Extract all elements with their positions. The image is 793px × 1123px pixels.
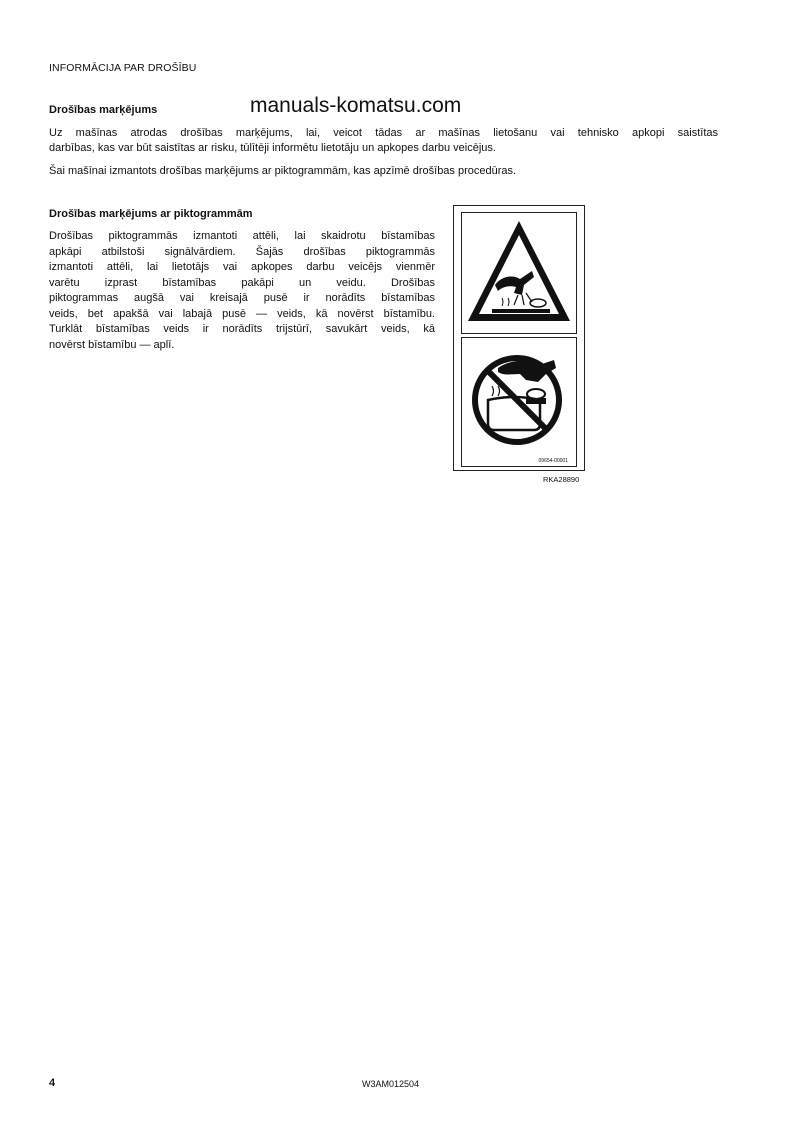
- paragraph-line: izmantoti attēli, lai lietotājs vai apkopes darbu veicējs vienmēr: [49, 261, 435, 273]
- paragraph-line: novērst bīstamību — aplī.: [49, 338, 175, 351]
- heading-pictogram-marking: Drošības marķējums ar piktogrammām: [49, 208, 253, 220]
- paragraph-line: piktogrammas augšā vai kreisajā pusē ir norādīts bīstamības: [49, 292, 435, 304]
- hazard-panel: [461, 212, 577, 334]
- hot-surface-warning-triangle-icon: [462, 213, 576, 333]
- paragraph-line: apkāpi atbilstoši signālvārdiem. Šajās drošības piktogrammās: [49, 245, 435, 258]
- paragraph-line: Šai mašīnai izmantots drošības marķējums ar piktogrammām, kas apzīmē drošības procedūras.: [49, 165, 517, 177]
- safety-label-figure: [453, 205, 585, 471]
- watermark-text: manuals-komatsu.com: [250, 94, 462, 117]
- prohibition-panel: [461, 337, 577, 467]
- pictogram-paragraph: [49, 229, 435, 353]
- paragraph-line: darbības, kas var būt saistītas ar risku, tūlītēji informētu lietotāju un apkopes darbu veicējus.: [49, 142, 496, 154]
- do-not-touch-prohibition-icon: [462, 338, 576, 458]
- figure-reference: RKA28890: [543, 475, 580, 484]
- page-number: 4: [49, 1077, 56, 1089]
- document-code: W3AM012504: [362, 1079, 420, 1089]
- section-header: INFORMĀCIJA PAR DROŠĪBU: [49, 62, 197, 74]
- paragraph-line: Uz mašīnas atrodas drošības marķējums, lai, veicot tādas ar mašīnas lietošanu vai tehnisko apkopi saistītas: [49, 127, 718, 139]
- label-code: 09654-00001: [538, 458, 568, 464]
- paragraph-line: Drošības piktogrammās izmantoti attēli, lai skaidrotu bīstamības: [49, 230, 435, 242]
- heading-safety-marking: Drošības marķējums: [49, 104, 158, 116]
- paragraph-line: Turklāt bīstamības veids ir norādīts trijstūrī, savukārt veids, kā: [49, 323, 435, 335]
- paragraph-line: veids, bet apakšā vai labajā pusē — veids, kā novērst bīstamību.: [49, 307, 435, 320]
- paragraph-line: varētu izprast bīstamības pakāpi un veidu. Drošības: [49, 276, 435, 289]
